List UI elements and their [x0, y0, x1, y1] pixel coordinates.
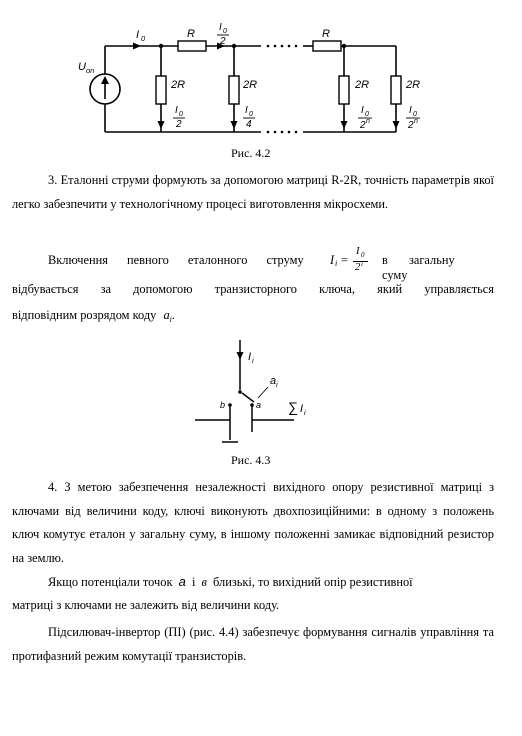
- svg-text:2: 2: [220, 36, 226, 47]
- svg-text:2R: 2R: [406, 79, 421, 91]
- shunt-resistor-3: [339, 76, 349, 104]
- svg-text:on: on: [86, 66, 95, 75]
- figure-4-3-switch: [190, 338, 330, 444]
- svg-text:I: I: [175, 105, 178, 116]
- svg-text:∑: ∑: [288, 399, 298, 415]
- svg-text:a: a: [256, 400, 262, 410]
- series-resistor-1: [178, 41, 206, 51]
- svg-text:0: 0: [249, 111, 253, 118]
- current-source-symbol: [90, 74, 120, 104]
- shunt-resistor-1: [156, 76, 166, 104]
- svg-text:2R: 2R: [171, 79, 186, 91]
- inclusion-line-2: відбувається за допомогою транзисторного ключа, який управляється: [12, 282, 494, 296]
- svg-text:n: n: [366, 118, 370, 125]
- svg-text:0: 0: [223, 28, 227, 35]
- svg-text:I: I: [409, 105, 412, 116]
- svg-text:0: 0: [365, 111, 369, 118]
- current-arrow: [237, 352, 244, 360]
- svg-text:I: I: [219, 22, 222, 33]
- svg-text:b: b: [220, 400, 226, 410]
- svg-text:2R: 2R: [243, 79, 258, 91]
- series-resistor-2: [313, 41, 341, 51]
- svg-text:0: 0: [179, 111, 183, 118]
- svg-text:0: 0: [413, 111, 417, 118]
- svg-text:2R: 2R: [355, 79, 370, 91]
- svg-text:2: 2: [408, 120, 414, 131]
- svg-text:I: I: [248, 351, 252, 363]
- svg-text:i: i: [276, 380, 278, 389]
- figure-4-3-caption: Рис. 4.3: [231, 453, 271, 467]
- shunt-resistor-2: [229, 76, 239, 104]
- svg-text:4: 4: [246, 119, 252, 130]
- inclusion-line-3: відповідним розрядом коду $a_i$.: [12, 308, 175, 324]
- svg-text:U: U: [78, 61, 86, 73]
- svg-text:R: R: [187, 28, 195, 40]
- paragraph-3: 3. Еталонні струми формують за допомогою матриці R-2R, точність параметрів якої легко забезпечити у технологічному процесі виготовлення мікросхеми.: [12, 173, 494, 211]
- svg-text:I: I: [300, 403, 304, 415]
- svg-text:a: a: [270, 375, 277, 387]
- amplifier-paragraph: Підсилювач-інвертор (ПІ) (рис. 4.4) забезпечує формування сигналів управління та протифазний режим комутації транзисторів.: [12, 625, 494, 663]
- svg-text:I: I: [245, 105, 248, 116]
- figure-4-2-caption: Рис. 4.2: [231, 146, 271, 160]
- svg-text:2: 2: [176, 119, 182, 130]
- potentials-line: Якщо потенціали точок a і в близькі, то вихідний опір резистивної: [48, 574, 413, 589]
- inclusion-lead: Включення певного еталонного струму: [48, 253, 304, 267]
- potentials-line-2: матриці з ключами не залежить від величини коду.: [12, 598, 280, 612]
- svg-text:I: I: [136, 29, 140, 41]
- svg-text:I: I: [361, 105, 364, 116]
- svg-text:R: R: [322, 28, 330, 40]
- svg-text:i: i: [252, 356, 254, 365]
- svg-text:i: i: [304, 408, 306, 417]
- arrow-i0: [133, 43, 141, 50]
- inclusion-line: [48, 246, 494, 282]
- paragraph-4: 4. З метою забезпечення незалежності вихідного опору резистивної матриці з ключами від величини коду, ключі виконують двохпозиційними: в одному з положень ключ комутує еталон у загальну суму, в іншому положенні замикає відповідний резистор на землю.: [12, 480, 494, 565]
- reference-current-formula: I i = I 0 2 i: [330, 248, 372, 274]
- inclusion-tail: в загальну суму: [382, 253, 455, 282]
- svg-text:2: 2: [360, 120, 366, 131]
- svg-text:n: n: [414, 118, 418, 125]
- shunt-resistor-4: [391, 76, 401, 104]
- svg-text:0: 0: [141, 34, 146, 43]
- figure-4-2-circuit: [75, 22, 435, 140]
